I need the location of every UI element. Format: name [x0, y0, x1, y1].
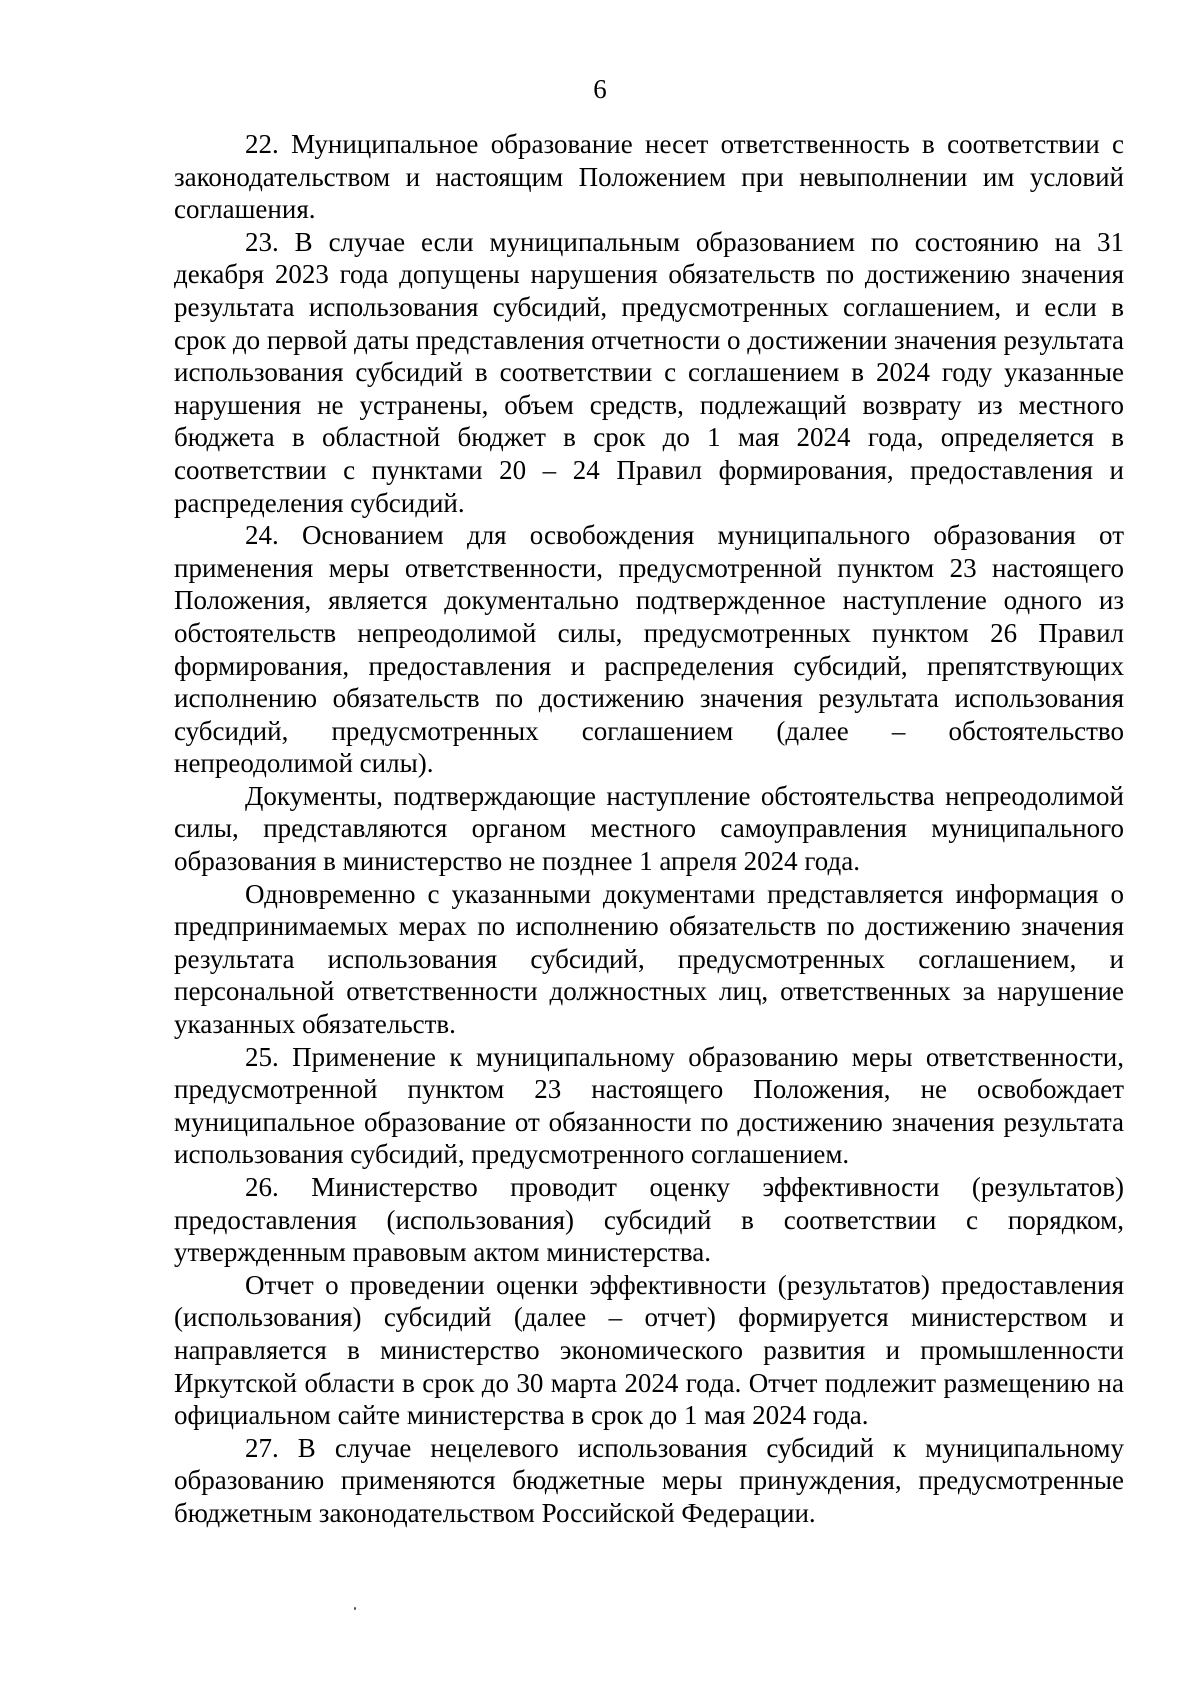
- page-number: 6: [593, 74, 607, 104]
- paragraph-24: 24. Основанием для освобождения муниципального образования от применения меры ответственности, предусмотренной пунктом 23 настоящего Положения, является документально подтвержденное наступление одного из обстоятельств непреодолимой силы, предусмотренных пунктом 26 Правил формирования, предоставления и распределения субсидий, препятствующих исполнению обязательств по достижению значения результата использования субсидий, предусмотренных соглашением (далее – обстоятельство непреодолимой силы).: [174, 520, 1124, 779]
- paragraph-23: 23. В случае если муниципальным образованием по состоянию на 31 декабря 2023 года допущены нарушения обязательств по достижению значения результата использования субсидий, предусмотренных соглашением, и если в срок до первой даты представления отчетности о достижении значения результата использования субсидий в соответствии с соглашением в 2024 году указанные нарушения не устранены, объем средств, подлежащий возврату из местного бюджета в областной бюджет в срок до 1 мая 2024 года, определяется в соответствии с пунктами 20 – 24 Правил формирования, предоставления и распределения субсидий.: [174, 226, 1124, 518]
- scan-speck: [354, 1607, 356, 1610]
- paragraph-24-information: Одновременно с указанными документами представляется информация о предпринимаемых мерах по исполнению обязательств по достижению значения результата использования субсидий, предусмотренных соглашением, и персональной ответственности должностных лиц, ответственных за нарушение указанных обязательств.: [174, 878, 1124, 1040]
- paragraph-24-documents: Документы, подтверждающие наступление обстоятельства непреодолимой силы, представляются органом местного самоуправления муниципального образования в министерство не позднее 1 апреля 2024 года.: [174, 780, 1124, 877]
- paragraph-27: 27. В случае нецелевого использования субсидий к муниципальному образованию применяются бюджетные меры принуждения, предусмотренные бюджетным законодательством Российской Федерации.: [174, 1432, 1124, 1528]
- paragraph-22: 22. Муниципальное образование несет ответственность в соответствии с законодательством и настоящим Положением при невыполнении им условий соглашения.: [174, 129, 1124, 225]
- paragraph-26: 26. Министерство проводит оценку эффективности (результатов) предоставления (использования) субсидий в соответствии с порядком, утвержденным правовым актом министерства.: [174, 1172, 1124, 1268]
- document-body: [174, 128, 1124, 1530]
- paragraph-26-report: Отчет о проведении оценки эффективности (результатов) предоставления (использования) субсидий (далее – отчет) формируется министерством и направляется в министерство экономического развития и промышленности Иркутской области в срок до 30 марта 2024 года. Отчет подлежит размещению на официальном сайте министерства в срок до 1 мая 2024 года.: [174, 1269, 1124, 1431]
- paragraph-25: 25. Применение к муниципальному образованию меры ответственности, предусмотренной пунктом 23 настоящего Положения, не освобождает муниципальное образование от обязанности по достижению значения результата использования субсидий, предусмотренного соглашением.: [174, 1041, 1124, 1170]
